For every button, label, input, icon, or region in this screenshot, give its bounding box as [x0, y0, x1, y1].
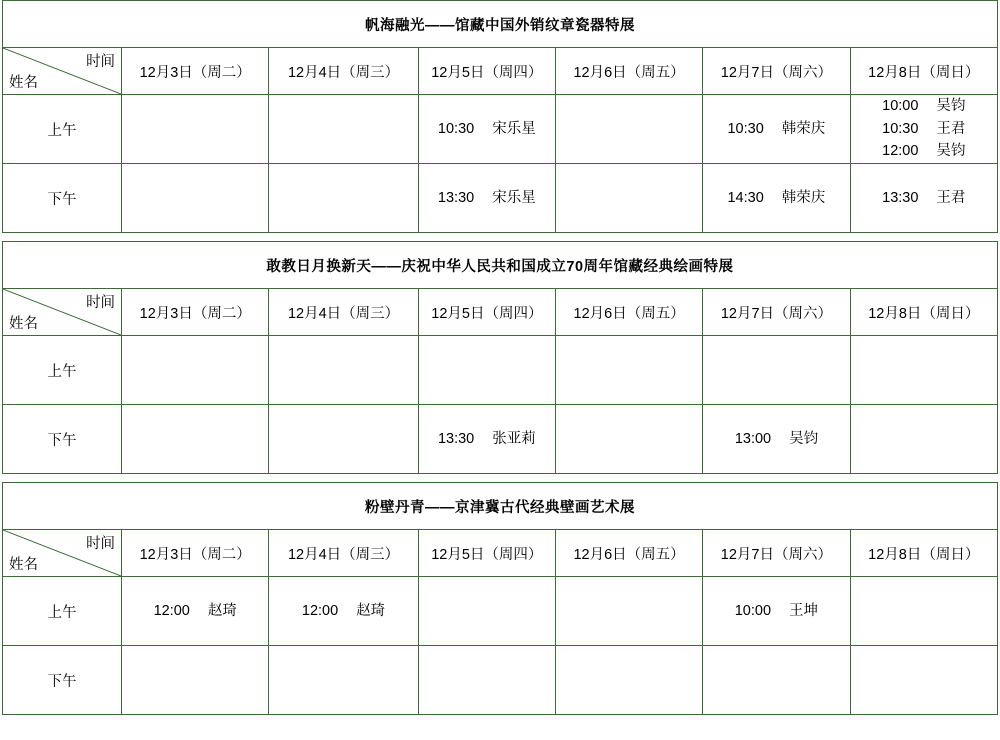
entry-time: 14:30 — [727, 189, 764, 206]
corner-header-cell — [3, 48, 122, 95]
schedule-entry — [703, 187, 849, 209]
slot-cell — [703, 164, 850, 233]
slot-cell — [555, 577, 702, 646]
corner-label-name: 姓名 — [9, 75, 38, 91]
date-header: 12月8日（周日） — [850, 530, 997, 577]
header-row — [3, 289, 998, 336]
date-header: 12月7日（周六） — [703, 48, 850, 95]
slot-cell — [555, 95, 702, 164]
table-row — [3, 164, 998, 233]
entry-name: 宋乐星 — [492, 120, 536, 137]
schedule-entry — [851, 95, 997, 117]
corner-label-time: 时间 — [86, 536, 116, 552]
entry-name: 赵琦 — [356, 602, 386, 619]
slot-cell — [703, 405, 850, 474]
exhibition-block-2 — [2, 241, 998, 474]
exhibition-block-1 — [2, 0, 998, 233]
date-header: 12月3日（周二） — [122, 530, 269, 577]
schedule-entry — [419, 118, 555, 140]
schedule-entry — [703, 428, 849, 450]
entry-time: 10:00 — [734, 602, 772, 619]
slot-cell — [555, 646, 702, 715]
slot-cell — [122, 95, 269, 164]
date-header: 12月5日（周四） — [418, 48, 555, 95]
slot-cell — [269, 577, 418, 646]
table-row — [3, 405, 998, 474]
slot-cell — [850, 405, 997, 474]
schedule-entry — [122, 600, 268, 622]
entry-name: 王坤 — [789, 602, 819, 619]
schedule-entry — [419, 428, 555, 450]
date-header: 12月7日（周六） — [703, 289, 850, 336]
corner-label-name: 姓名 — [9, 557, 38, 573]
entry-time: 12:00 — [153, 602, 190, 619]
entry-time: 10:00 — [882, 98, 919, 115]
slot-cell — [122, 164, 269, 233]
date-header: 12月8日（周日） — [850, 48, 997, 95]
corner-header-cell — [3, 289, 122, 336]
header-row — [3, 48, 998, 95]
slot-cell — [555, 164, 702, 233]
schedule-entry — [851, 187, 997, 209]
slot-cell — [418, 577, 555, 646]
slot-cell — [555, 405, 702, 474]
schedule-entry — [703, 118, 849, 140]
header-row — [3, 530, 998, 577]
slot-cell — [418, 336, 555, 405]
exhibition-title: 敢教日月换新天——庆祝中华人民共和国成立70周年馆藏经典绘画特展 — [3, 242, 998, 289]
slot-cell — [703, 646, 850, 715]
row-label: 上午 — [3, 336, 122, 405]
slot-cell — [850, 336, 997, 405]
date-header: 12月5日（周四） — [418, 289, 555, 336]
date-header: 12月6日（周五） — [555, 530, 702, 577]
entry-name: 吴钧 — [936, 98, 966, 115]
slot-cell — [269, 95, 418, 164]
row-label: 上午 — [3, 95, 122, 164]
entry-time: 10:30 — [727, 120, 764, 137]
entry-time: 13:30 — [437, 430, 475, 447]
slot-cell — [269, 336, 418, 405]
entry-time: 12:00 — [882, 143, 919, 160]
slot-cell — [418, 95, 555, 164]
entry-time: 10:30 — [882, 120, 919, 137]
slot-cell — [418, 646, 555, 715]
slot-cell — [269, 646, 418, 715]
table-row — [3, 95, 998, 164]
entry-name: 张亚莉 — [492, 430, 536, 447]
table-row — [3, 577, 998, 646]
entry-name: 吴钧 — [789, 430, 819, 447]
date-header: 12月6日（周五） — [555, 48, 702, 95]
row-label: 下午 — [3, 646, 122, 715]
slot-cell — [703, 95, 850, 164]
table-row — [3, 646, 998, 715]
slot-cell — [850, 95, 997, 164]
entry-name: 赵琦 — [207, 602, 237, 619]
schedule-entry — [269, 600, 417, 622]
entry-name: 王君 — [936, 120, 966, 137]
date-header: 12月3日（周二） — [122, 48, 269, 95]
corner-label-time: 时间 — [86, 54, 116, 70]
row-label: 下午 — [3, 164, 122, 233]
slot-cell — [269, 405, 418, 474]
slot-cell — [555, 336, 702, 405]
date-header: 12月4日（周三） — [269, 530, 418, 577]
slot-cell — [850, 577, 997, 646]
schedule-entry — [851, 140, 997, 162]
corner-label-name: 姓名 — [9, 316, 38, 332]
entry-time: 13:30 — [882, 189, 919, 206]
schedule-entry — [851, 118, 997, 140]
date-header: 12月4日（周三） — [269, 48, 418, 95]
slot-cell — [269, 164, 418, 233]
entry-time: 13:00 — [734, 430, 772, 447]
date-header: 12月7日（周六） — [703, 530, 850, 577]
exhibition-block-3 — [2, 482, 998, 715]
slot-cell — [122, 577, 269, 646]
slot-cell — [850, 646, 997, 715]
exhibition-title: 帆海融光——馆藏中国外销纹章瓷器特展 — [3, 1, 998, 48]
entry-time: 10:30 — [437, 120, 475, 137]
entry-time: 12:00 — [301, 602, 339, 619]
slot-cell — [850, 164, 997, 233]
entry-name: 韩荣庆 — [781, 189, 826, 206]
slot-cell — [122, 405, 269, 474]
entry-name: 王君 — [936, 189, 966, 206]
slot-cell — [122, 646, 269, 715]
slot-cell — [122, 336, 269, 405]
slot-cell — [418, 405, 555, 474]
table-row — [3, 336, 998, 405]
slot-cell — [703, 577, 850, 646]
corner-header-cell — [3, 530, 122, 577]
date-header: 12月8日（周日） — [850, 289, 997, 336]
slot-cell — [703, 336, 850, 405]
schedule-entry — [703, 600, 849, 622]
exhibition-title: 粉壁丹青——京津冀古代经典壁画艺术展 — [3, 483, 998, 530]
slot-cell — [418, 164, 555, 233]
schedule-entry — [419, 187, 555, 209]
date-header: 12月5日（周四） — [418, 530, 555, 577]
date-header: 12月4日（周三） — [269, 289, 418, 336]
entry-name: 宋乐星 — [492, 189, 536, 206]
entry-name: 吴钧 — [936, 143, 966, 160]
row-label: 上午 — [3, 577, 122, 646]
date-header: 12月3日（周二） — [122, 289, 269, 336]
row-label: 下午 — [3, 405, 122, 474]
date-header: 12月6日（周五） — [555, 289, 702, 336]
corner-label-time: 时间 — [86, 295, 116, 311]
entry-name: 韩荣庆 — [781, 120, 826, 137]
entry-time: 13:30 — [437, 189, 475, 206]
